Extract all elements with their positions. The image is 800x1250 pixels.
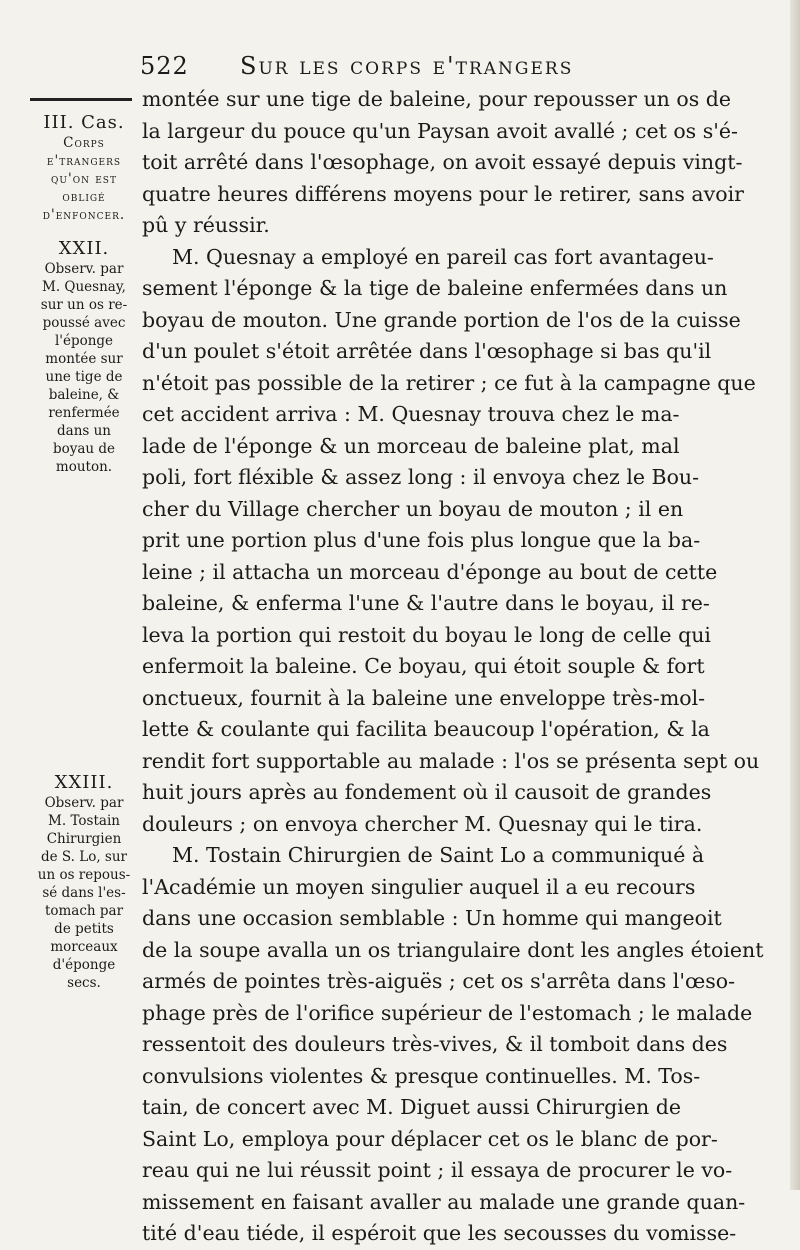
text-line: cher du Village chercher un boyau de mouton ; il en — [142, 496, 684, 521]
margin-note-line: une tige de — [45, 369, 123, 385]
text-line: rendit fort supportable au malade : l'os se présenta sept ou — [142, 748, 760, 773]
text-line: douleurs ; on envoya chercher M. Quesnay qui le tira. — [142, 811, 703, 836]
text-line: onctueux, fournit à la baleine une enveloppe très-mol- — [142, 685, 706, 710]
margin-note-line: poussé avec — [42, 315, 126, 331]
margin-note-observation-22 — [28, 238, 140, 476]
margin-note-line: sé dans l'es- — [42, 885, 126, 901]
text-line: leva la portion qui restoit du boyau le long de celle qui — [142, 622, 711, 647]
text-line: tité d'eau tiéde, il espéroit que les secousses du vomisse- — [142, 1221, 737, 1245]
main-text — [142, 84, 772, 1250]
margin-note-observation-23 — [28, 772, 140, 992]
margin-note-line: sur un os re- — [40, 297, 128, 313]
margin-note-line: M. Quesnay, — [42, 279, 126, 295]
margin-note-line: Chirurgien — [46, 831, 122, 847]
text-line: d'un poulet s'étoit arrêtée dans l'œsophage si bas qu'il — [142, 339, 712, 363]
text-line: quatre heures différens moyens pour le retirer, sans avoir — [142, 181, 744, 206]
text-line: montée sur une tige de baleine, pour repousser un os de — [142, 87, 732, 111]
margin-note-line: un os repous- — [37, 867, 131, 883]
margin-note-line: d'enfoncer. — [42, 207, 126, 223]
margin-note-line: Corps — [63, 135, 105, 151]
margin-note-case-3 — [28, 112, 140, 224]
text-line: prit une portion plus d'une fois plus longue que la ba- — [142, 528, 701, 552]
text-line: lette & coulante qui facilita beaucoup l'opération, & la — [142, 717, 710, 741]
text-line: poli, fort fléxible & assez long : il envoya chez le Bou- — [142, 465, 700, 489]
text-line: M. Quesnay a employé en pareil cas fort avantageu- — [172, 244, 714, 269]
text-line: cet accident arriva : M. Quesnay trouva chez le ma- — [142, 402, 680, 426]
margin-note-line: dans un — [57, 423, 111, 439]
margin-note-line: de petits — [54, 921, 114, 937]
text-line: ressentoit des douleurs très-vives, & il tomboit dans des — [142, 1032, 728, 1056]
text-line: lade de l'éponge & un morceau de baleine plat, mal — [142, 433, 680, 458]
margin-note-line: M. Tostain — [48, 813, 120, 829]
margin-note-line: baleine, & — [48, 387, 120, 403]
text-line: reau qui ne lui réussit point ; il essaya de procurer le vo- — [142, 1158, 733, 1182]
margin-note-line: de S. Lo, sur — [40, 849, 128, 865]
running-title: Sur les corps e'trangers — [240, 52, 574, 80]
margin-note-line: XXII. — [58, 238, 110, 259]
page-edge-shadow — [790, 0, 800, 1190]
text-line: enfermoit la baleine. Ce boyau, qui étoit souple & fort — [142, 654, 705, 678]
text-line: convulsions violentes & presque continuelles. M. Tos- — [142, 1063, 701, 1088]
page-number: 522 — [140, 52, 189, 80]
margin-note-line: Observ. par — [44, 795, 124, 811]
margin-note-line: morceaux — [50, 939, 118, 955]
text-line: phage près de l'orifice supérieur de l'estomach ; le malade — [142, 1000, 753, 1025]
text-line: pû y réussir. — [142, 213, 270, 237]
text-line: dans une occasion semblable : Un homme qui mangeoit — [142, 906, 722, 930]
text-line: sement l'éponge & la tige de baleine enfermées dans un — [142, 276, 728, 300]
margin-note-line: III. Cas. — [43, 112, 125, 133]
text-line: armés de pointes très-aiguës ; cet os s'arrêta dans l'œso- — [142, 969, 736, 993]
text-line: la largeur du pouce qu'un Paysan avoit avallé ; cet os s'é- — [142, 118, 738, 143]
margin-note-line: renfermée — [48, 405, 120, 421]
margin-note-line: d'éponge — [52, 957, 116, 973]
text-line: baleine, & enferma l'une & l'autre dans le boyau, il re- — [142, 591, 710, 615]
text-line: boyau de mouton. Une grande portion de l'os de la cuisse — [142, 307, 741, 332]
text-line: leine ; il attacha un morceau d'éponge au bout de cette — [142, 559, 718, 584]
margin-note-line: tomach par — [44, 903, 124, 919]
text-line: de la soupe avalla un os triangulaire dont les angles étoient — [142, 937, 764, 962]
margin-note-line: XXIII. — [54, 772, 114, 793]
text-line: Saint Lo, employa pour déplacer cet os le blanc de por- — [142, 1126, 718, 1151]
margin-note-line: montée sur — [45, 351, 123, 367]
margin-note-line: l'éponge — [54, 333, 114, 349]
margin-rule — [30, 98, 132, 101]
text-line: toit arrêté dans l'œsophage, on avoit essayé depuis vingt- — [142, 150, 743, 174]
margin-note-line: obligé — [62, 189, 106, 205]
text-line: tain, de concert avec M. Diguet aussi Chirurgien de — [142, 1095, 681, 1119]
text-line: missement en faisant avaller au malade une grande quan- — [142, 1189, 746, 1214]
margin-note-line: qu'on est — [51, 171, 117, 187]
text-line: l'Académie un moyen singulier auquel il a eu recours — [142, 874, 696, 899]
text-line: M. Tostain Chirurgien de Saint Lo a communiqué à — [172, 843, 705, 867]
margin-note-line: Observ. par — [44, 261, 124, 277]
margin-note-line: e'trangers — [46, 153, 122, 169]
margin-note-line: boyau de — [52, 441, 116, 457]
margin-note-line: secs. — [67, 975, 101, 991]
text-line: n'étoit pas possible de la retirer ; ce fut à la campagne que — [142, 370, 756, 395]
text-line: huit jours après au fondement où il causoit de grandes — [142, 780, 712, 804]
margin-note-line: mouton. — [55, 459, 113, 475]
